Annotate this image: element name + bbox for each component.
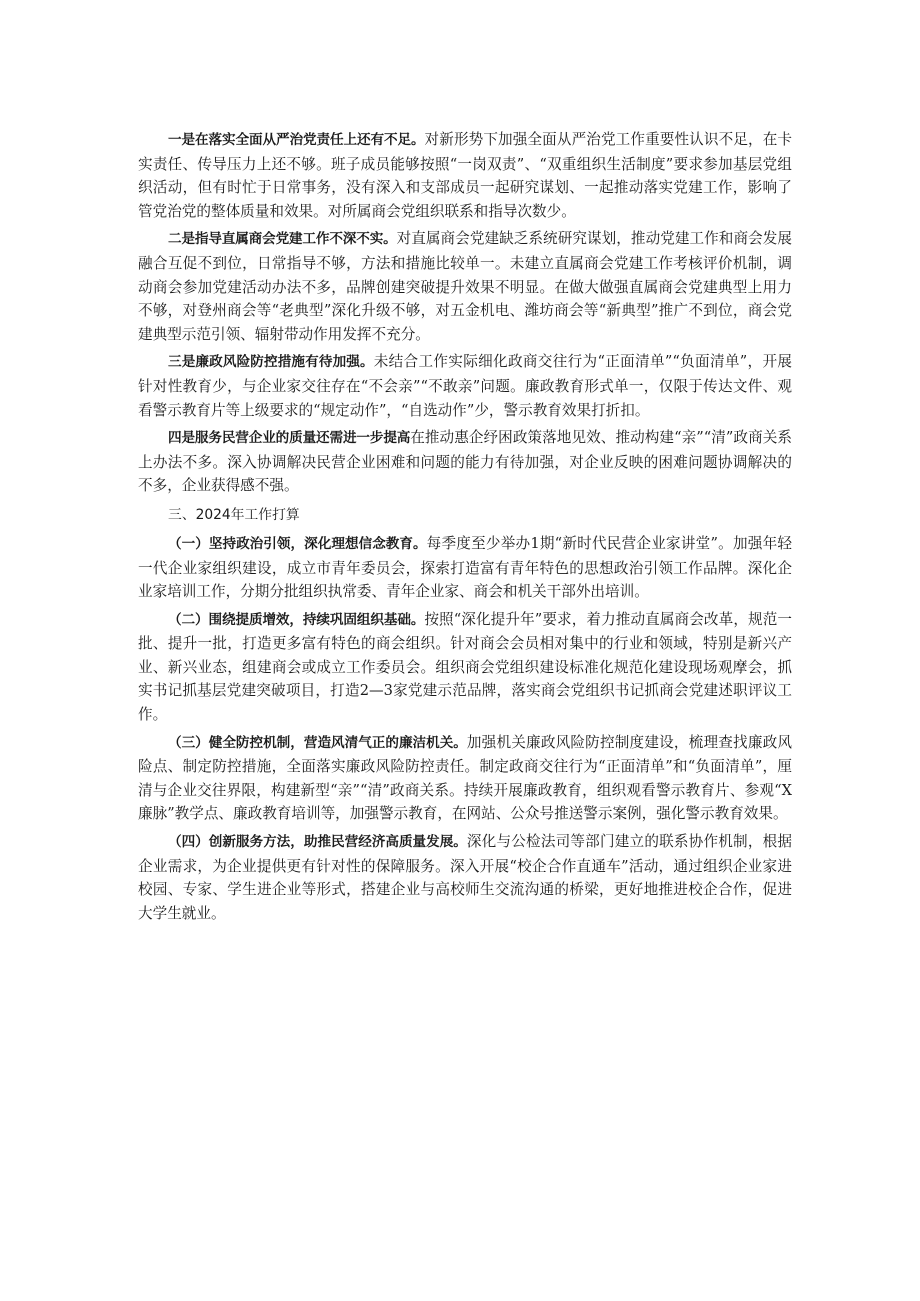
paragraph-lead: 四是服务民营企业的质量还需进一步提高 — [168, 430, 411, 447]
paragraph-body: 深化与公检法司等部门建立的联系协作机制，根据企业需求，为企业提供更有针对性的保障服务。深入开展“校企合作直通车”活动，通过组织企业家进校园、专家、学生进企业等形式，搭建企业与高校师生交流沟通的桥梁，更好地推进校企合作，促进大学生就业。 — [138, 833, 792, 922]
paragraph-lead: 二是指导直属商会党建工作不深不实。 — [168, 231, 397, 248]
paragraph-body: 按照“深化提升年”要求，着力推动直属商会改革，规范一批、提升一批，打造更多富有特色的商会组织。针对商会会员相对集中的行业和领域，特别是新兴产业、新兴业态，组建商会或成立工作委员会。组织商会党组织建设标准化规范化建设现场观摩会，抓实书记抓基层党建突破项目，打造2—3家党建示范品牌，落实商会党组织书记抓商会党建述职评议工作。 — [138, 610, 792, 724]
paragraph-body: 未结合工作实际细化政商交往行为“正面清单”“负面清单”，开展针对性教育少，与企业家交往存在“不会亲”“不敢亲”问题。廉政教育形式单一，仅限于传达文件、观看警示教育片等上级要求的“规定动作”，“自选动作”少，警示教育效果打折扣。 — [138, 353, 792, 419]
paragraph-lead: （四）创新服务方法，助推民营经济高质量发展。 — [168, 834, 467, 851]
plan-paragraph-2 — [138, 608, 792, 727]
paragraph-lead: （二）围绕提质增效，持续巩固组织基础。 — [168, 611, 425, 628]
plan-paragraph-3 — [138, 731, 792, 826]
problem-paragraph-1 — [138, 128, 792, 223]
paragraph-body: 加强机关廉政风险防控制度建设，梳理查找廉政风险点、制定防控措施，全面落实廉政风险防控责任。制定政商交往行为“正面清单”和“负面清单”，厘清与企业交往界限，构建新型“亲”“清”政商关系。持续开展廉政教育，组织观看警示教育片、参观“X廉脉”教学点、廉政教育培训等，加强警示教育，在网站、公众号推送警示案例，强化警示教育效果。 — [138, 733, 792, 823]
paragraph-body: 对新形势下加强全面从严治党工作重要性认识不足，在卡实责任、传导压力上还不够。班子成员能够按照“一岗双责”、“双重组织生活制度”要求参加基层党组织活动，但有时忙于日常事务，没有深入和支部成员一起研究谋划、一起推动落实党建工作，影响了管党治党的整体质量和效果。对所属商会党组织联系和指导次数少。 — [138, 131, 792, 220]
problem-paragraph-2 — [138, 227, 792, 346]
paragraph-body: 对直属商会党建缺乏系统研究谋划，推动党建工作和商会发展融合互促不到位，日常指导不够，方法和措施比较单一。未建立直属商会党建工作考核评价机制，调动商会参加党建活动办法不多，品牌创建突破提升效果不明显。在做大做强直属商会党建典型上用力不够，对登州商会等“老典型”深化升级不够，对五金机电、潍坊商会等“新典型”推广不到位，商会党建典型示范引领、辐射带动作用发挥不充分。 — [138, 230, 792, 343]
document-page — [138, 128, 792, 929]
paragraph-lead: （三）健全防控机制，营造风清气正的廉洁机关。 — [168, 734, 467, 751]
problem-paragraph-3 — [138, 350, 792, 422]
paragraph-lead: 三是廉政风险防控措施有待加强。 — [168, 354, 374, 371]
plan-paragraph-1 — [138, 532, 792, 604]
problem-paragraph-4 — [138, 426, 792, 498]
section-heading: 三、2024年工作打算 — [168, 506, 300, 523]
paragraph-body: 在推动惠企纾困政策落地见效、推动构建“亲”“清”政商关系上办法不多。深入协调解决民营企业困难和问题的能力有待加强，对企业反映的困难问题协调解决的不多，企业获得感不强。 — [138, 429, 792, 495]
paragraph-lead: （一）坚持政治引领，深化理想信念教育。 — [168, 535, 427, 552]
paragraph-body: 每季度至少举办1期“新时代民营企业家讲堂”。加强年轻一代企业家组织建设，成立市青年委员会，探索打造富有青年特色的思想政治引领工作品牌。深化企业家培训工作，分期分批组织执常委、青年企业家、商会和机关干部外出培训。 — [138, 534, 792, 601]
plan-paragraph-4 — [138, 830, 792, 925]
paragraph-lead: 一是在落实全面从严治党责任上还有不足。 — [168, 132, 425, 148]
